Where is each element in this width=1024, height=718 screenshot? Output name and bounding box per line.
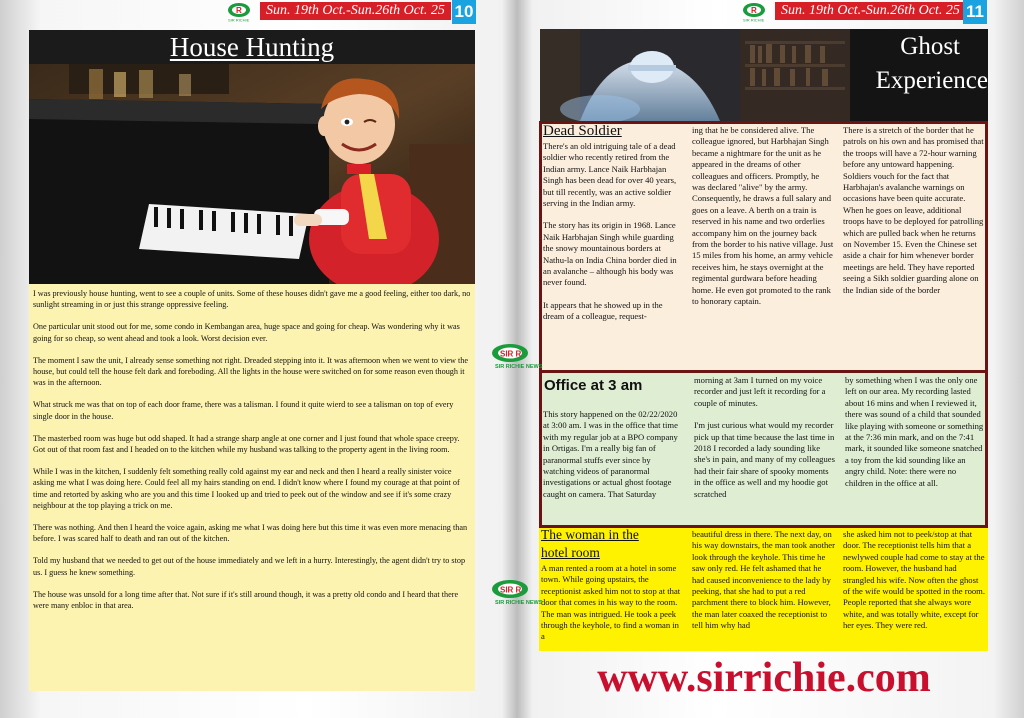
left-issue-date: Sun. 19th Oct.-Sun.26th Oct. 25 — [260, 2, 451, 20]
house-hunting-title: House Hunting — [169, 32, 335, 62]
hotel-c3-p1: she asked him not to peek/stop at that door. The receptionist tells him that a newlywed couple had come to stay at the room. However, the husband had strangled his wife. Now often the ghost of the wife would be spotted in the room. People reported that she always wore white, and was totally white, except for her eyes. They were red. — [843, 529, 986, 631]
sir-richie-watermark-icon — [488, 578, 543, 606]
dead-soldier-c3-p1: There is a stretch of the border that he patrols on his own and has promised that the troops will have a 72-hour warning before any untoward happening. Soldiers vouch for the fact that Harbhajan's avalanche warnings on occasions have been quite accurate. When he goes on leave, additional troops have to be deployed for patrolling which are pulled back when he returns on November 15. Even the Chinese set aside a chair for him whenever border meetings are held. They have reported seeing a Sikh soldier guarding alone on the Indian side of the border — [843, 125, 984, 295]
sir-richie-watermark-icon — [488, 342, 543, 370]
sir-richie-logo-icon — [741, 1, 771, 23]
office-c2-p1: morning at 3am I turned on my voice recorder and just left it recording for a couple of minutes. — [694, 375, 826, 408]
svg-text:SIR RICHIE: SIR RICHIE — [743, 17, 765, 23]
house-para-4: What struck me was that on top of each door frame, there was a talisman. I found it quite wierd to see a talisman on top of every single door in the house. — [33, 400, 454, 421]
sir-richie-logo-icon — [226, 1, 256, 23]
house-para-6: While I was in the kitchen, I suddenly felt something really cold against my ear and neck and then I heard a really sinister voice asking me what I was doing here. Could feel all my hairs standing on end. I didn't know where I found my courage at that point of time and retorted by asking who are you and this time I looked up and tried to peek out of the window and see if it's some crazy neighbour at the top playing a trick on me. — [33, 467, 460, 510]
left-title-bar — [29, 30, 475, 64]
ghost-experience-title — [840, 30, 988, 98]
house-hunting-article — [29, 284, 475, 691]
gutter-logo-2 — [488, 578, 543, 611]
right-logo — [741, 1, 771, 28]
website-url[interactable]: www.sirrichie.com — [597, 655, 931, 701]
house-para-7: There was nothing. And then I heard the voice again, asking me what I was doing here but this time it was even more menacing than before. I was scared half to death and ran out of the kitchen. — [33, 523, 468, 544]
office-c3-p1: by something when I was the only one left on our area. My recording lasted about 16 mins and when I reviewed it, there was sound of a child that sounded like playing with someone or something at the 7:36 min mark, and on the 7:41 mark, it sounded like someone snatched a toy from the kid sounding like an angry child. Note: there were no children in the office at all. — [845, 375, 984, 488]
hotel-c2-p1: beautiful dress in there. The next day, on his way downstairs, the man took another look through the keyhole. This time he saw only red. He felt ashamed that he had caused inconvenience to the lady by peeking, that she had to put a red parchment there to block him. However, the man later coaxed the receptionist to tell him why had — [692, 529, 835, 631]
svg-text:SIR R: SIR R — [500, 349, 522, 359]
hotel-title-line-1: The woman in the — [541, 527, 639, 542]
office-col-3 — [845, 375, 984, 525]
gutter-logo-1-text: SIR RICHIE NEWS — [495, 364, 543, 370]
dummy-piano-image — [29, 64, 475, 284]
gutter-logo-2-text: SIR RICHIE NEWS — [495, 600, 543, 606]
hotel-c1-p1: A man rented a room at a hotel in some town. While going upstairs, the receptionist asked him not to stop at that door that comes in his way to the room. The man was intrigued. He took a peek through the keyhole, to find a woman in a — [541, 563, 681, 642]
left-logo — [226, 1, 256, 28]
dead-soldier-title: Dead Soldier — [543, 123, 622, 139]
dead-soldier-col-1 — [543, 141, 683, 369]
house-para-9: The house was unsold for a long time after that. Not sure if it's still around though, it was a pretty old condo and I heard that there were many enbloc in that area. — [33, 589, 459, 611]
right-page-number: 11 — [963, 0, 987, 24]
svg-text:SIR RICHIE: SIR RICHIE — [228, 17, 250, 23]
left-page-number: 10 — [452, 0, 476, 24]
dead-soldier-c1-p3: It appears that he showed up in the dream of a colleague, request- — [543, 299, 663, 322]
dead-soldier-col-2 — [692, 125, 834, 369]
house-para-5: The masterbed room was huge but odd shaped. It had a strange sharp angle at one corner and I just found that whole space creepy. Got out of that room fast and I headed on to the kitchen while my husband was talking to the property agent in the living room. — [33, 433, 460, 455]
dead-soldier-c1-p2: The story has its origin in 1968. Lance Naik Harbhajan Singh while guarding the snowy mountainous borders at Nathu-la on India China border died in an avalanche – although his body was never found. — [543, 220, 677, 288]
hotel-col-2 — [692, 529, 835, 651]
dead-soldier-c1-p1: There's an old intriguing tale of a dead soldier who recently retired from the Indian army. Lance Naik Harbhajan Singh has been dead for over 40 years, but till recently, was an active soldier serving in the Indian army. — [543, 141, 677, 209]
hotel-title — [541, 526, 639, 562]
office-c2-p2: I'm just curious what would my recorder pick up that time because the last time in 2018 I recorded a lady sounding like she's in pain, and many of my colleagues had their fair share of spooky moments in the office as well and my hoodie got scratched — [694, 420, 835, 499]
dead-soldier-c2-p1: ing that he be considered alive. The colleague ignored, but Harbhajan Singh became a nightmare for the unit as he appeared in the dreams of other colleagues and officers. Promptly, he was declared "alive" by the army. Consequently, he draws a full salary and goes on a leave. A berth on a train is reserved in his name and two orderlies accompany him on the journey back from the border to his native village. Just 15 miles from his home, an army vehicle receives him, he stays overnight at the regimental gurdwara before heading home. He even got promoted to the rank to honorary captain. — [692, 125, 834, 307]
svg-text:R: R — [236, 6, 242, 15]
hotel-title-line-2: hotel room — [541, 545, 600, 560]
office-col-1 — [543, 409, 683, 525]
svg-text:SIR R: SIR R — [500, 585, 522, 595]
ghost-title-line-2: Experience — [875, 67, 988, 94]
right-issue-date: Sun. 19th Oct.-Sun.26th Oct. 25 — [775, 2, 966, 20]
svg-text:R: R — [751, 6, 757, 15]
gutter-logo-1 — [488, 342, 543, 375]
house-para-8: Told my husband that we needed to get out of the house immediately and we left in a hurry. Interestingly, the agent didn't try to stop us. I guess he knew something. — [33, 556, 466, 577]
office-title: Office at 3 am — [544, 377, 643, 394]
hotel-col-1 — [541, 563, 683, 651]
house-para-1: I was previously house hunting, went to see a couple of units. Some of these houses didn't gave me a good feeling, either too dark, no sunlight streaming in or just this strange oppressive feeling. — [33, 289, 471, 310]
office-c1-p1: This story happened on the 02/22/2020 at 3:00 am. I was in the office that time with my regular job at a BPO company in Ortigas. I'm a really big fan of paranormal stuffs ever since by watching videos of paranormal investigations or actual ghost footage caught on camera. That Saturday — [543, 409, 678, 499]
house-para-2: One particular unit stood out for me, some condo in Kembangan area, huge space and going for cheap. Was wondering why it was going for so cheap, so went ahead and took a look. Worst decision ever. — [33, 322, 460, 343]
left-hero-photo — [29, 64, 475, 284]
hotel-col-3 — [843, 529, 986, 651]
house-para-3: The moment I saw the unit, I already sense something not right. Dreaded stepping into it. It was afternoon when we went to view the house, but could tell the house felt dark and foreboding. All the lights in the house were switched on for some reason even though it was in the afternoon. — [33, 355, 468, 388]
ghost-title-line-1: Ghost — [900, 33, 960, 60]
office-col-2 — [694, 375, 836, 525]
dead-soldier-col-3 — [843, 125, 984, 369]
